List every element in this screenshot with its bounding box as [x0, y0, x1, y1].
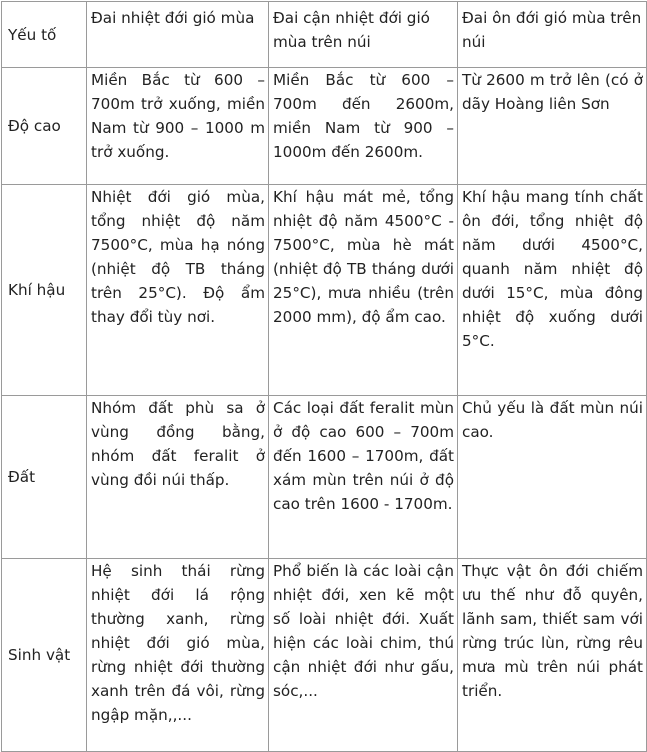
- table-row: [2, 68, 647, 185]
- table-cell: Hệ sinh thái rừng nhiệt đới lá rộng thường xanh, rừng nhiệt đới gió mùa, rừng nhiệt đới thường xanh trên đá vôi, rừng ngập mặn,,...: [87, 559, 269, 752]
- table-cell: Thực vật ôn đới chiếm ưu thế như đỗ quyên, lãnh sam, thiết sam với rừng trúc lùn, rừng rêu mưa mù trên núi phát triển.: [458, 559, 647, 752]
- table-cell: Miền Bắc từ 600 – 700m trở xuống, miền Nam từ 900 – 1000 m trở xuống.: [87, 68, 269, 185]
- comparison-table: [1, 1, 647, 752]
- table-row: [2, 396, 647, 559]
- row-label-soil: Đất: [2, 396, 87, 559]
- table-cell: Chủ yếu là đất mùn núi cao.: [458, 396, 647, 559]
- table-cell: Phổ biến là các loài cận nhiệt đới, xen kẽ một số loài nhiệt đới. Xuất hiện các loài chim, thú cận nhiệt đới như gấu, sóc,...: [269, 559, 458, 752]
- row-label-biota: Sinh vật: [2, 559, 87, 752]
- table-cell: Từ 2600 m trở lên (có ở dãy Hoàng liên Sơn: [458, 68, 647, 185]
- header-tropical-belt: Đai nhiệt đới gió mùa: [87, 2, 269, 68]
- header-factor: Yếu tố: [2, 2, 87, 68]
- table-cell: Các loại đất feralit mùn ở độ cao 600 – 700m đến 1600 – 1700m, đất xám mùn trên núi ở độ cao trên 1600 - 1700m.: [269, 396, 458, 559]
- table-cell: Nhóm đất phù sa ở vùng đồng bằng, nhóm đất feralit ở vùng đồi núi thấp.: [87, 396, 269, 559]
- header-row: [2, 2, 647, 68]
- table-cell: Nhiệt đới gió mùa, tổng nhiệt độ năm 7500°C, mùa hạ nóng (nhiệt độ TB tháng trên 25°C). Độ ẩm thay đổi tùy nơi.: [87, 185, 269, 396]
- header-subtropical-belt: Đai cận nhiệt đới gió mùa trên núi: [269, 2, 458, 68]
- header-temperate-belt: Đai ôn đới gió mùa trên núi: [458, 2, 647, 68]
- table-row: [2, 559, 647, 752]
- table-cell: Khí hậu mang tính chất ôn đới, tổng nhiệt độ năm dưới 4500°C, quanh năm nhiệt độ dưới 15°C, mùa đông nhiệt độ xuống dưới 5°C.: [458, 185, 647, 396]
- row-label-climate: Khí hậu: [2, 185, 87, 396]
- table-cell: Miền Bắc từ 600 – 700m đến 2600m, miền Nam từ 900 – 1000m đến 2600m.: [269, 68, 458, 185]
- table-cell: Khí hậu mát mẻ, tổng nhiệt độ năm 4500°C - 7500°C, mùa hè mát (nhiệt độ TB tháng dưới 25°C), mưa nhiều (trên 2000 mm), độ ẩm cao.: [269, 185, 458, 396]
- row-label-altitude: Độ cao: [2, 68, 87, 185]
- table-row: [2, 185, 647, 396]
